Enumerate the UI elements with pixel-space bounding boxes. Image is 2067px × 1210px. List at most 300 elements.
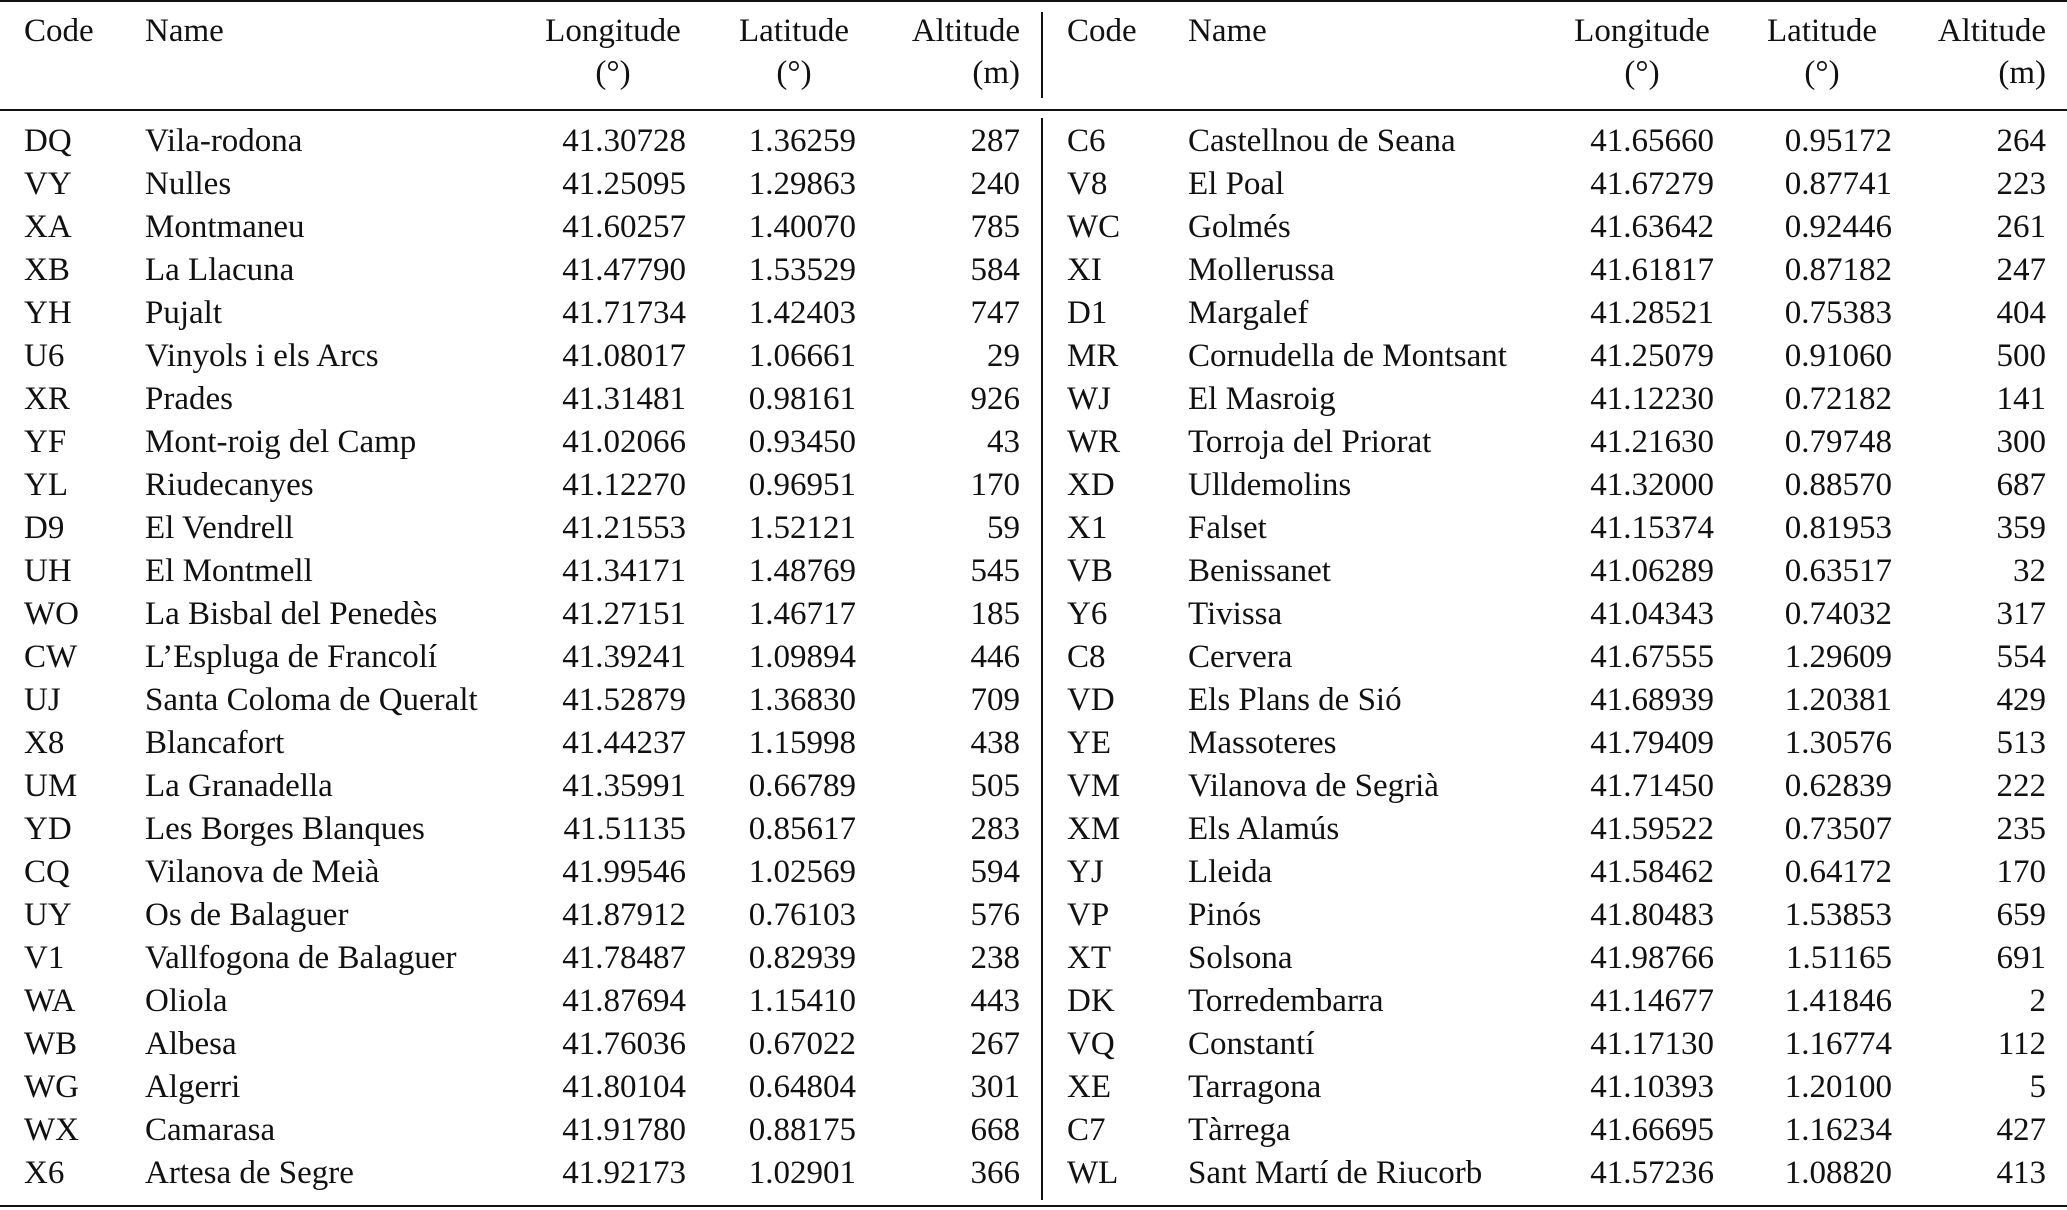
latitude-cell: 1.52121 <box>748 510 856 546</box>
altitude-cell: 747 <box>970 295 1020 331</box>
table-row <box>0 894 2067 937</box>
altitude-cell: 584 <box>970 252 1020 288</box>
station-name-cell: Vilanova de Meià <box>145 854 380 890</box>
longitude-cell: 41.52879 <box>562 682 686 718</box>
station-code-cell: CQ <box>24 854 70 890</box>
station-code-cell: YF <box>24 424 67 460</box>
altitude-cell: 267 <box>970 1026 1020 1062</box>
altitude-cell: 500 <box>1996 338 2046 374</box>
latitude-cell: 0.95172 <box>1784 123 1892 159</box>
station-code-cell: WC <box>1067 209 1121 245</box>
station-name-cell: Les Borges Blanques <box>145 811 425 847</box>
station-name-cell: Santa Coloma de Queralt <box>145 682 478 718</box>
latitude-cell: 0.92446 <box>1784 209 1892 245</box>
header-name-label: Name <box>145 13 224 49</box>
table-row <box>0 1109 2067 1152</box>
longitude-cell: 41.39241 <box>562 639 686 675</box>
longitude-cell: 41.71450 <box>1590 768 1714 804</box>
station-name-cell: Pinós <box>1188 897 1262 933</box>
longitude-cell: 41.02066 <box>562 424 686 460</box>
table-row <box>0 808 2067 851</box>
latitude-cell: 0.63517 <box>1784 553 1892 589</box>
altitude-cell: 594 <box>970 854 1020 890</box>
altitude-cell: 287 <box>970 123 1020 159</box>
station-name-cell: Constantí <box>1188 1026 1315 1062</box>
altitude-cell: 235 <box>1996 811 2046 847</box>
header-name-right <box>1188 10 1267 52</box>
longitude-cell: 41.44237 <box>562 725 686 761</box>
longitude-cell: 41.65660 <box>1590 123 1714 159</box>
table-row <box>0 765 2067 808</box>
header-name-left <box>145 10 224 52</box>
table-row <box>0 163 2067 206</box>
station-name-cell: Torredembarra <box>1188 983 1384 1019</box>
header-column-divider <box>1041 12 1043 98</box>
latitude-cell: 0.64804 <box>748 1069 856 1105</box>
station-name-cell: Falset <box>1188 510 1267 546</box>
station-name-cell: Margalef <box>1188 295 1309 331</box>
latitude-cell: 0.88175 <box>748 1112 856 1148</box>
latitude-cell: 1.20100 <box>1784 1069 1892 1105</box>
longitude-cell: 41.32000 <box>1590 467 1714 503</box>
station-name-cell: Vallfogona de Balaguer <box>145 940 457 976</box>
table-row <box>0 636 2067 679</box>
latitude-cell: 0.87182 <box>1784 252 1892 288</box>
station-code-cell: C8 <box>1067 639 1106 675</box>
station-name-cell: Camarasa <box>145 1112 276 1148</box>
station-code-cell: D1 <box>1067 295 1108 331</box>
longitude-cell: 41.14677 <box>1590 983 1714 1019</box>
header-name-label: Name <box>1188 13 1267 49</box>
longitude-cell: 41.51135 <box>563 811 686 847</box>
altitude-cell: 301 <box>970 1069 1020 1105</box>
table-row <box>0 1023 2067 1066</box>
altitude-cell: 29 <box>987 338 1020 374</box>
latitude-cell: 0.74032 <box>1784 596 1892 632</box>
station-code-cell: CW <box>24 639 78 675</box>
latitude-cell: 1.15998 <box>748 725 856 761</box>
header-altitude-right <box>1896 10 2046 94</box>
longitude-cell: 41.08017 <box>562 338 686 374</box>
station-code-cell: DQ <box>24 123 72 159</box>
station-code-cell: DK <box>1067 983 1115 1019</box>
table-row <box>0 851 2067 894</box>
longitude-cell: 41.59522 <box>1590 811 1714 847</box>
station-name-cell: Prades <box>145 381 233 417</box>
longitude-cell: 41.21553 <box>562 510 686 546</box>
altitude-cell: 247 <box>1996 252 2046 288</box>
latitude-cell: 0.79748 <box>1784 424 1892 460</box>
station-code-cell: UM <box>24 768 78 804</box>
station-code-cell: YD <box>24 811 72 847</box>
table-row <box>0 679 2067 722</box>
station-code-cell: Y6 <box>1067 596 1108 632</box>
header-code-right <box>1067 10 1137 52</box>
station-code-cell: X8 <box>24 725 65 761</box>
longitude-cell: 41.68939 <box>1590 682 1714 718</box>
altitude-cell: 300 <box>1996 424 2046 460</box>
table-row <box>0 593 2067 636</box>
latitude-cell: 1.36830 <box>748 682 856 718</box>
altitude-cell: 446 <box>970 639 1020 675</box>
station-name-cell: Vila-rodona <box>145 123 303 159</box>
station-name-cell: Benissanet <box>1188 553 1331 589</box>
latitude-cell: 0.91060 <box>1784 338 1892 374</box>
station-name-cell: Tivissa <box>1188 596 1283 632</box>
longitude-cell: 41.80483 <box>1590 897 1714 933</box>
station-code-cell: YH <box>24 295 72 331</box>
latitude-cell: 1.30576 <box>1784 725 1892 761</box>
header-altitude-unit: (m) <box>972 55 1020 91</box>
station-code-cell: VY <box>24 166 72 202</box>
longitude-cell: 41.98766 <box>1590 940 1714 976</box>
station-code-cell: VQ <box>1067 1026 1115 1062</box>
longitude-cell: 41.58462 <box>1590 854 1714 890</box>
station-name-cell: La Bisbal del Penedès <box>145 596 438 632</box>
longitude-cell: 41.35991 <box>562 768 686 804</box>
header-longitude-label: Longitude <box>545 13 681 49</box>
station-code-cell: X6 <box>24 1155 65 1191</box>
station-code-cell: XT <box>1067 940 1111 976</box>
table-row <box>0 378 2067 421</box>
table-row <box>0 249 2067 292</box>
header-latitude-label: Latitude <box>1767 13 1877 49</box>
altitude-cell: 185 <box>970 596 1020 632</box>
header-code-label: Code <box>1067 13 1137 49</box>
table-row <box>0 421 2067 464</box>
station-name-cell: La Granadella <box>145 768 333 804</box>
longitude-cell: 41.04343 <box>1590 596 1714 632</box>
header-longitude-unit: (°) <box>1624 55 1660 91</box>
station-code-cell: WA <box>24 983 76 1019</box>
altitude-cell: 366 <box>970 1155 1020 1191</box>
longitude-cell: 41.10393 <box>1590 1069 1714 1105</box>
altitude-cell: 404 <box>1996 295 2046 331</box>
station-name-cell: Artesa de Segre <box>145 1155 354 1191</box>
station-code-cell: C7 <box>1067 1112 1106 1148</box>
longitude-cell: 41.99546 <box>562 854 686 890</box>
station-name-cell: Els Alamús <box>1188 811 1340 847</box>
station-name-cell: Nulles <box>145 166 232 202</box>
longitude-cell: 41.28521 <box>1590 295 1714 331</box>
header-longitude-unit: (°) <box>595 55 631 91</box>
station-name-cell: Castellnou de Seana <box>1188 123 1456 159</box>
longitude-cell: 41.25095 <box>562 166 686 202</box>
station-name-cell: Riudecanyes <box>145 467 314 503</box>
station-code-cell: UH <box>24 553 72 589</box>
header-code-label: Code <box>24 13 94 49</box>
station-name-cell: Tarragona <box>1188 1069 1322 1105</box>
table-row <box>0 722 2067 765</box>
station-code-cell: YE <box>1067 725 1111 761</box>
station-code-cell: VP <box>1067 897 1110 933</box>
altitude-cell: 170 <box>970 467 1020 503</box>
table-header-rule <box>0 109 2067 111</box>
station-name-cell: Mollerussa <box>1188 252 1335 288</box>
station-code-cell: C6 <box>1067 123 1106 159</box>
latitude-cell: 1.15410 <box>748 983 856 1019</box>
station-name-cell: Mont-roig del Camp <box>145 424 417 460</box>
station-name-cell: El Poal <box>1188 166 1285 202</box>
altitude-cell: 2 <box>2029 983 2046 1019</box>
altitude-cell: 687 <box>1996 467 2046 503</box>
header-altitude-left <box>870 10 1020 94</box>
latitude-cell: 0.67022 <box>748 1026 856 1062</box>
latitude-cell: 0.76103 <box>748 897 856 933</box>
altitude-cell: 359 <box>1996 510 2046 546</box>
station-code-cell: WB <box>24 1026 78 1062</box>
longitude-cell: 41.91780 <box>562 1112 686 1148</box>
station-code-cell: V1 <box>24 940 65 976</box>
longitude-cell: 41.66695 <box>1590 1112 1714 1148</box>
latitude-cell: 0.64172 <box>1784 854 1892 890</box>
table-row <box>0 937 2067 980</box>
longitude-cell: 41.92173 <box>562 1155 686 1191</box>
latitude-cell: 1.02901 <box>748 1155 856 1191</box>
longitude-cell: 41.67555 <box>1590 639 1714 675</box>
longitude-cell: 41.76036 <box>562 1026 686 1062</box>
header-longitude-left <box>535 10 691 94</box>
latitude-cell: 0.82939 <box>748 940 856 976</box>
station-name-cell: Tàrrega <box>1188 1112 1291 1148</box>
station-code-cell: UY <box>24 897 72 933</box>
longitude-cell: 41.47790 <box>562 252 686 288</box>
latitude-cell: 1.20381 <box>1784 682 1892 718</box>
altitude-cell: 513 <box>1996 725 2046 761</box>
header-code-left <box>24 10 94 52</box>
station-name-cell: Os de Balaguer <box>145 897 349 933</box>
station-code-cell: XE <box>1067 1069 1111 1105</box>
altitude-cell: 141 <box>1996 381 2046 417</box>
header-latitude-right <box>1744 10 1900 94</box>
header-altitude-label: Altitude <box>911 13 1020 49</box>
altitude-cell: 32 <box>2013 553 2046 589</box>
station-code-cell: XR <box>24 381 70 417</box>
latitude-cell: 0.93450 <box>748 424 856 460</box>
altitude-cell: 709 <box>970 682 1020 718</box>
table-row <box>0 292 2067 335</box>
station-name-cell: Pujalt <box>145 295 223 331</box>
station-code-cell: X1 <box>1067 510 1108 546</box>
latitude-cell: 1.16234 <box>1784 1112 1892 1148</box>
station-code-cell: V8 <box>1067 166 1108 202</box>
latitude-cell: 1.53853 <box>1784 897 1892 933</box>
altitude-cell: 576 <box>970 897 1020 933</box>
latitude-cell: 0.81953 <box>1784 510 1892 546</box>
latitude-cell: 1.41846 <box>1784 983 1892 1019</box>
latitude-cell: 0.66789 <box>748 768 856 804</box>
longitude-cell: 41.87694 <box>562 983 686 1019</box>
latitude-cell: 0.75383 <box>1784 295 1892 331</box>
altitude-cell: 5 <box>2029 1069 2046 1105</box>
station-name-cell: Blancafort <box>145 725 285 761</box>
longitude-cell: 41.34171 <box>562 553 686 589</box>
latitude-cell: 1.16774 <box>1784 1026 1892 1062</box>
station-name-cell: Cornudella de Montsant <box>1188 338 1507 374</box>
station-code-cell: XB <box>24 252 70 288</box>
latitude-cell: 1.09894 <box>748 639 856 675</box>
station-name-cell: Algerri <box>145 1069 241 1105</box>
station-name-cell: El Montmell <box>145 553 313 589</box>
altitude-cell: 43 <box>987 424 1020 460</box>
table-row <box>0 464 2067 507</box>
station-code-cell: VD <box>1067 682 1115 718</box>
station-code-cell: D9 <box>24 510 65 546</box>
station-name-cell: Cervera <box>1188 639 1293 675</box>
station-name-cell: La Llacuna <box>145 252 295 288</box>
station-code-cell: WO <box>24 596 79 632</box>
latitude-cell: 0.62839 <box>1784 768 1892 804</box>
station-name-cell: Sant Martí de Riucorb <box>1188 1155 1483 1191</box>
altitude-cell: 317 <box>1996 596 2046 632</box>
longitude-cell: 41.06289 <box>1590 553 1714 589</box>
altitude-cell: 429 <box>1996 682 2046 718</box>
longitude-cell: 41.80104 <box>562 1069 686 1105</box>
altitude-cell: 240 <box>970 166 1020 202</box>
station-code-cell: VM <box>1067 768 1121 804</box>
altitude-cell: 283 <box>970 811 1020 847</box>
altitude-cell: 554 <box>1996 639 2046 675</box>
station-name-cell: Els Plans de Sió <box>1188 682 1402 718</box>
altitude-cell: 59 <box>987 510 1020 546</box>
latitude-cell: 1.46717 <box>748 596 856 632</box>
altitude-cell: 668 <box>970 1112 1020 1148</box>
station-name-cell: Golmés <box>1188 209 1291 245</box>
header-latitude-label: Latitude <box>739 13 849 49</box>
latitude-cell: 1.02569 <box>748 854 856 890</box>
station-name-cell: Vinyols i els Arcs <box>145 338 379 374</box>
station-name-cell: Oliola <box>145 983 228 1019</box>
station-code-cell: UJ <box>24 682 61 718</box>
latitude-cell: 0.72182 <box>1784 381 1892 417</box>
latitude-cell: 1.36259 <box>748 123 856 159</box>
station-code-cell: WR <box>1067 424 1121 460</box>
longitude-cell: 41.79409 <box>1590 725 1714 761</box>
station-name-cell: El Masroig <box>1188 381 1336 417</box>
header-longitude-label: Longitude <box>1574 13 1710 49</box>
station-code-cell: YL <box>24 467 68 503</box>
table-row <box>0 206 2067 249</box>
altitude-cell: 545 <box>970 553 1020 589</box>
longitude-cell: 41.21630 <box>1590 424 1714 460</box>
longitude-cell: 41.12230 <box>1590 381 1714 417</box>
longitude-cell: 41.78487 <box>562 940 686 976</box>
altitude-cell: 222 <box>1996 768 2046 804</box>
latitude-cell: 0.85617 <box>748 811 856 847</box>
longitude-cell: 41.60257 <box>562 209 686 245</box>
station-code-cell: VB <box>1067 553 1113 589</box>
station-code-cell: YJ <box>1067 854 1104 890</box>
table-row <box>0 980 2067 1023</box>
altitude-cell: 438 <box>970 725 1020 761</box>
longitude-cell: 41.57236 <box>1590 1155 1714 1191</box>
station-code-cell: XM <box>1067 811 1121 847</box>
header-altitude-label: Altitude <box>1937 13 2046 49</box>
longitude-cell: 41.61817 <box>1590 252 1714 288</box>
latitude-cell: 0.73507 <box>1784 811 1892 847</box>
altitude-cell: 926 <box>970 381 1020 417</box>
latitude-cell: 0.96951 <box>748 467 856 503</box>
station-name-cell: Vilanova de Segrià <box>1188 768 1439 804</box>
longitude-cell: 41.87912 <box>562 897 686 933</box>
header-longitude-right <box>1564 10 1720 94</box>
station-code-cell: U6 <box>24 338 65 374</box>
station-name-cell: L’Espluga de Francolí <box>145 639 438 675</box>
altitude-cell: 427 <box>1996 1112 2046 1148</box>
table-row <box>0 1152 2067 1195</box>
longitude-cell: 41.30728 <box>562 123 686 159</box>
altitude-cell: 659 <box>1996 897 2046 933</box>
altitude-cell: 691 <box>1996 940 2046 976</box>
latitude-cell: 0.98161 <box>748 381 856 417</box>
station-code-cell: WJ <box>1067 381 1111 417</box>
altitude-cell: 413 <box>1996 1155 2046 1191</box>
longitude-cell: 41.67279 <box>1590 166 1714 202</box>
station-name-cell: Massoteres <box>1188 725 1337 761</box>
altitude-cell: 170 <box>1996 854 2046 890</box>
header-latitude-unit: (°) <box>1804 55 1840 91</box>
table-body <box>0 120 2067 1195</box>
station-name-cell: Torroja del Priorat <box>1188 424 1432 460</box>
station-code-cell: XI <box>1067 252 1102 288</box>
latitude-cell: 1.06661 <box>748 338 856 374</box>
station-code-cell: WG <box>24 1069 79 1105</box>
header-altitude-unit: (m) <box>1998 55 2046 91</box>
station-code-cell: MR <box>1067 338 1119 374</box>
altitude-cell: 785 <box>970 209 1020 245</box>
station-name-cell: Ulldemolins <box>1188 467 1352 503</box>
longitude-cell: 41.15374 <box>1590 510 1714 546</box>
table-row <box>0 1066 2067 1109</box>
latitude-cell: 1.08820 <box>1784 1155 1892 1191</box>
altitude-cell: 223 <box>1996 166 2046 202</box>
table-row <box>0 335 2067 378</box>
longitude-cell: 41.31481 <box>562 381 686 417</box>
latitude-cell: 1.51165 <box>1785 940 1892 976</box>
altitude-cell: 505 <box>970 768 1020 804</box>
latitude-cell: 1.29863 <box>748 166 856 202</box>
latitude-cell: 1.53529 <box>748 252 856 288</box>
station-name-cell: Solsona <box>1188 940 1293 976</box>
table-row <box>0 550 2067 593</box>
header-latitude-left <box>716 10 872 94</box>
altitude-cell: 443 <box>970 983 1020 1019</box>
longitude-cell: 41.63642 <box>1590 209 1714 245</box>
station-code-cell: XD <box>1067 467 1115 503</box>
latitude-cell: 0.87741 <box>1784 166 1892 202</box>
latitude-cell: 1.40070 <box>748 209 856 245</box>
table-row <box>0 120 2067 163</box>
table-row <box>0 507 2067 550</box>
station-name-cell: El Vendrell <box>145 510 294 546</box>
altitude-cell: 264 <box>1996 123 2046 159</box>
station-name-cell: Montmaneu <box>145 209 305 245</box>
latitude-cell: 1.48769 <box>748 553 856 589</box>
station-code-cell: WL <box>1067 1155 1119 1191</box>
longitude-cell: 41.17130 <box>1590 1026 1714 1062</box>
altitude-cell: 261 <box>1996 209 2046 245</box>
latitude-cell: 1.29609 <box>1784 639 1892 675</box>
latitude-cell: 1.42403 <box>748 295 856 331</box>
table-bottom-rule <box>0 1205 2067 1207</box>
longitude-cell: 41.71734 <box>562 295 686 331</box>
station-name-cell: Albesa <box>145 1026 237 1062</box>
altitude-cell: 112 <box>1997 1026 2046 1062</box>
latitude-cell: 0.88570 <box>1784 467 1892 503</box>
longitude-cell: 41.25079 <box>1590 338 1714 374</box>
table-top-rule <box>0 0 2067 2</box>
longitude-cell: 41.12270 <box>562 467 686 503</box>
